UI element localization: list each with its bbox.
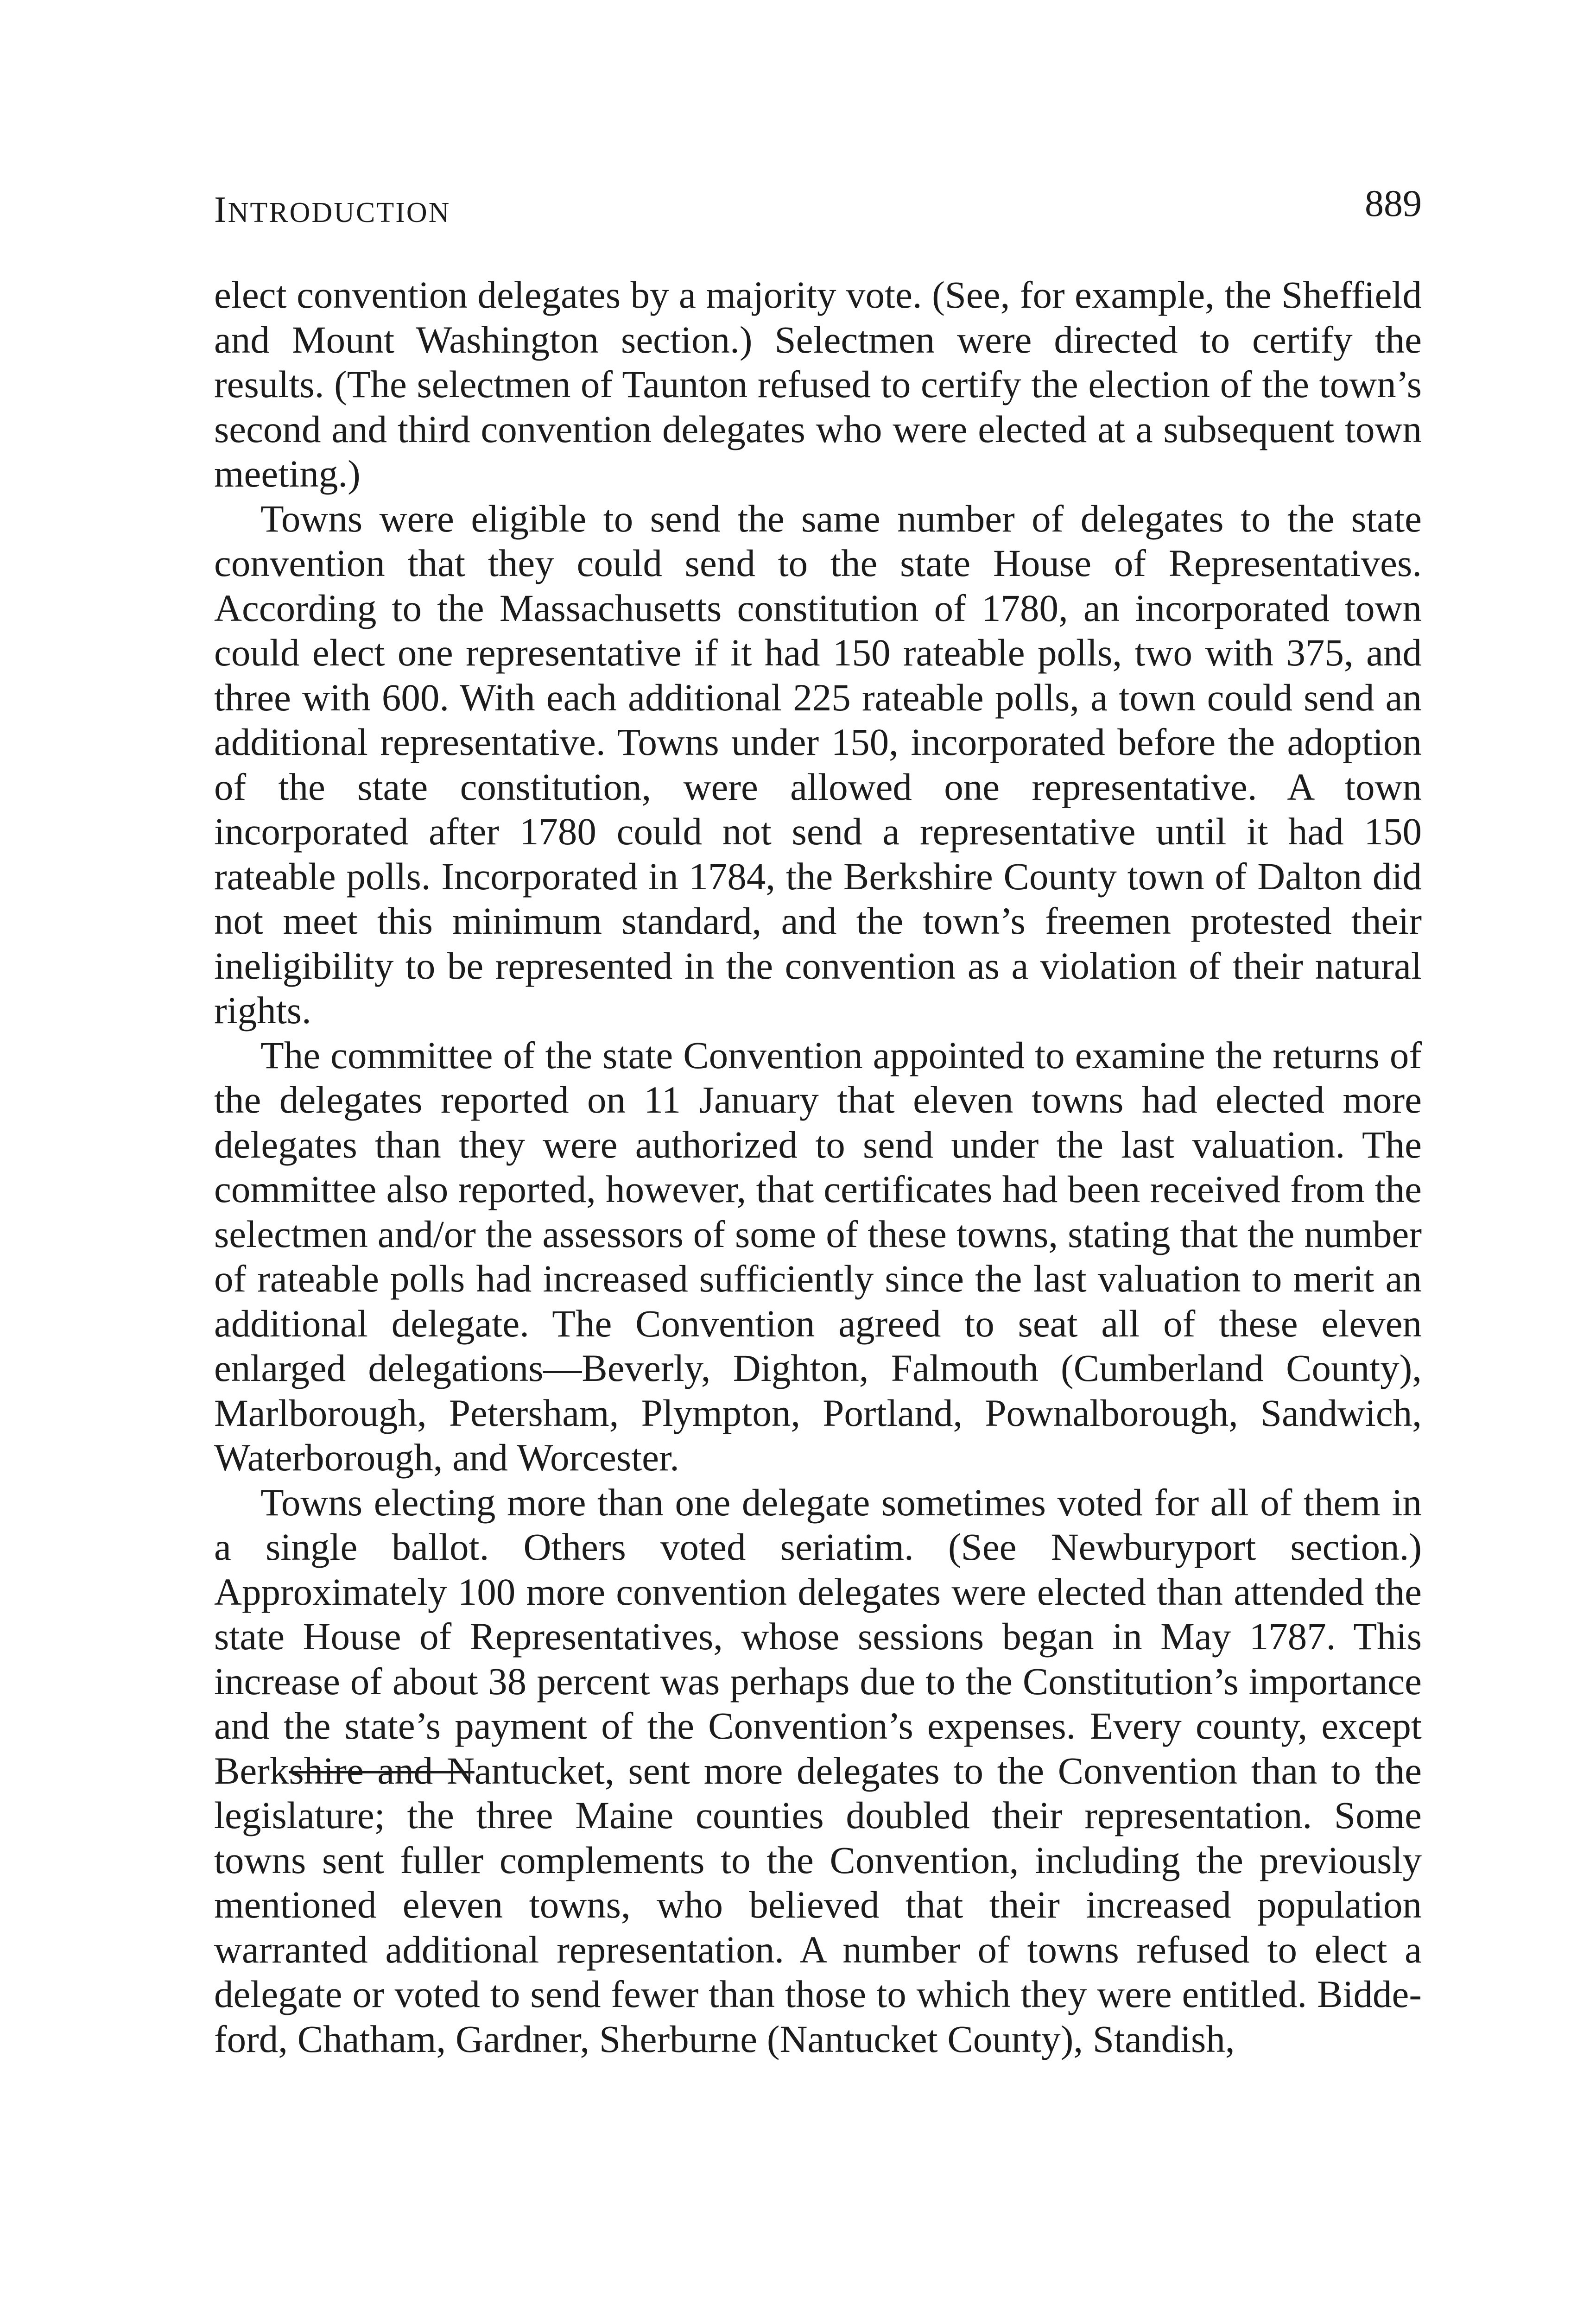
paragraph-4-text-before: Towns electing more than one delegate sometimes voted for all of them in a single ballot. Others voted seriatim. (See Newburyport section.) Approximately 100 more convention delegates were elected than attended the state House of Representatives, whose sessions began in May 1787. This increase of about 38 percent was perhaps due to the Constitution’s importance and the state’s payment of the Convention’s expenses. Every county, except Berk — [214, 1481, 1422, 1792]
section-title-initial: I — [214, 190, 228, 230]
paragraph-3: The committee of the state Convention appointed to examine the returns of the delegates reported on 11 January that eleven towns had elected more delegates than they were authorized to send under the last valuation. The committee also reported, however, that certificates had been received from the selectmen and/or the assessors of some of these towns, stating that the number of rateable polls had increased sufficiently since the last valuation to merit an additional delegate. The Convention agreed to seat all of these eleven enlarged delegations—Beverly, Dighton, Falmouth (Cumberland County), Marlborough, Petersham, Plympton, Portland, Pownalborough, Sandwich, Waterborough, and Worcester. — [214, 1033, 1422, 1479]
section-title-rest: NTRODUCTION — [228, 197, 451, 228]
running-head — [214, 175, 1422, 231]
paragraph-4 — [214, 1480, 1422, 2062]
struck-through-text: shire and N — [289, 1749, 475, 1792]
body-text — [214, 272, 1422, 2061]
paragraph-4-text-after: antucket, sent more delegates to the Convention than to the legislature; the three Maine counties doubled their representation. Some towns sent fuller complements to the Convention, including the previously mentioned eleven towns, who believed that their increased population warranted additional representation. A number of towns refused to elect a delegate or voted to send fewer than those to which they were entitled. Biddeford, Chatham, Gardner, Sherburne (Nantucket County), Standish, — [214, 1749, 1422, 2060]
section-title — [214, 189, 450, 231]
paragraph-1: elect convention delegates by a majority vote. (See, for example, the Sheffield and Mount Washington section.) Selectmen were directed to certify the results. (The selectmen of Taunton refused to certify the election of the town’s second and third convention delegates who were elected at a subsequent town meeting.) — [214, 273, 1422, 495]
page-number: 889 — [1365, 182, 1422, 224]
paragraph-2: Towns were eligible to send the same number of delegates to the state convention that they could send to the state House of Representatives. According to the Massachusetts constitution of 1780, an incorporated town could elect one representative if it had 150 rateable polls, two with 375, and three with 600. With each additional 225 rateable polls, a town could send an additional representative. Towns under 150, incorporated before the adoption of the state constitution, were allowed one representative. A town incorporated after 1780 could not send a representative until it had 150 rateable polls. Incorporated in 1784, the Berkshire County town of Dalton did not meet this minimum standard, and the town’s freemen protested their ineligibility to be represented in the convention as a violation of their natural rights. — [214, 497, 1422, 1032]
